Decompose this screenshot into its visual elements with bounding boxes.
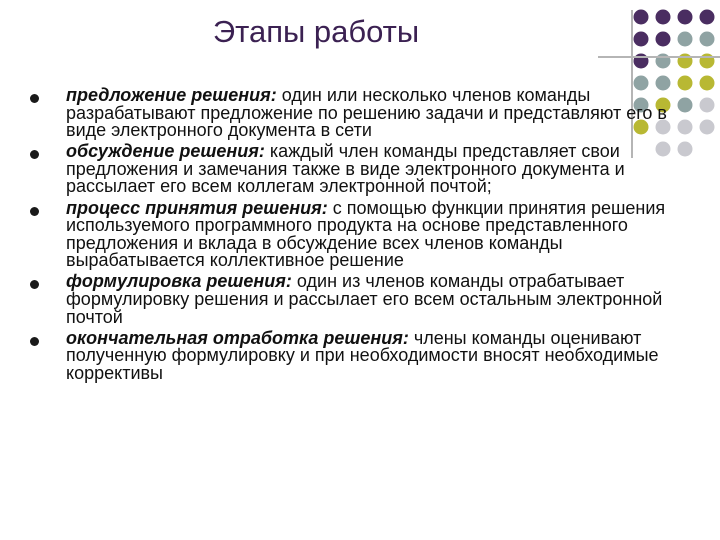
decorative-dot xyxy=(656,32,671,47)
decorative-dot xyxy=(656,10,671,25)
decorative-dot xyxy=(700,10,715,25)
decorative-dot xyxy=(634,10,649,25)
decorative-dot xyxy=(700,120,715,135)
decorative-horizontal-line xyxy=(598,56,720,58)
bullet-icon xyxy=(30,94,39,103)
list-item xyxy=(30,273,690,326)
list-item xyxy=(30,87,690,140)
decorative-dot xyxy=(700,98,715,113)
list-item xyxy=(30,327,690,383)
item-term: предложение решения: xyxy=(66,85,277,105)
item-text: члены команды оценивают полученную формулировку и при необходимости вносят необходимые коррективы xyxy=(66,327,659,383)
decorative-dot xyxy=(700,76,715,91)
bullet-icon xyxy=(30,150,39,159)
decorative-dot xyxy=(700,32,715,47)
item-text: один из членов команды отрабатывает формулировку решения и рассылает его всем остальным электронной почтой xyxy=(66,271,663,327)
item-text: каждый член команды представляет свои предложения и замечания также в виде электронного документа и рассылает его всем коллегам электронной почтой; xyxy=(66,141,625,197)
item-text: с помощью функции принятия решения используемого программного продукта на основе представленного предложения и вклада в обсуждение всех членов команды вырабатывается коллективное решение xyxy=(66,197,666,271)
list-item xyxy=(30,143,690,196)
item-term: обсуждение решения: xyxy=(66,141,265,162)
bullet-icon xyxy=(30,337,39,346)
item-text: один или несколько членов команды разрабатывают предложение по решению задачи и представляют его в виде электронного документа в сети xyxy=(66,85,667,141)
decorative-dot xyxy=(634,32,649,47)
bullet-list xyxy=(30,87,690,386)
bullet-icon xyxy=(30,280,39,289)
decorative-dot xyxy=(678,32,693,47)
item-term: окончательная отработка решения: xyxy=(66,327,409,348)
item-term: процесс принятия решения: xyxy=(66,197,328,218)
slide-title: Этапы работы xyxy=(212,14,420,49)
item-term: формулировка решения: xyxy=(66,271,292,292)
list-item xyxy=(30,197,690,271)
bullet-icon xyxy=(30,207,39,216)
decorative-dot xyxy=(678,10,693,25)
